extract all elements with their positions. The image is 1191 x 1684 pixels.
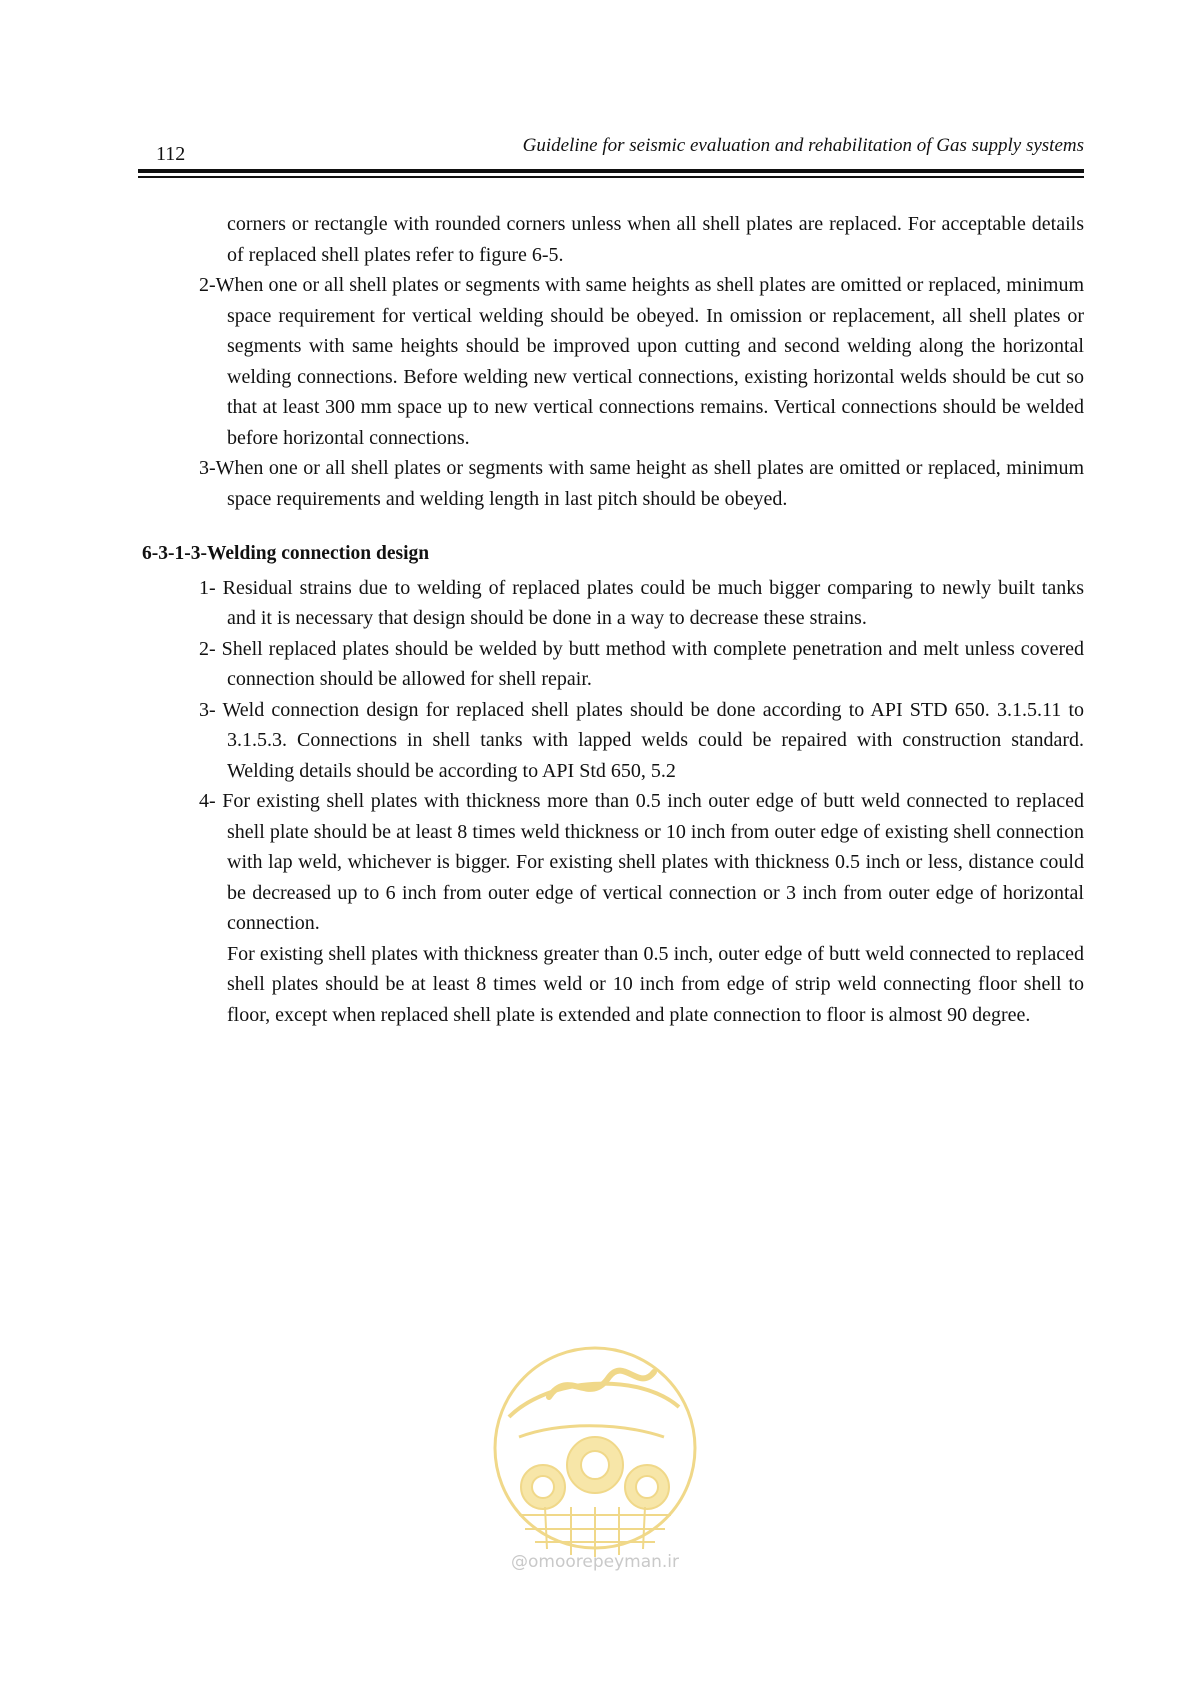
header-rule-thick [138,169,1084,173]
list-item: 1- Residual strains due to welding of replaced plates could be much bigger comparing to newly built tanks and it is necessary that design should be done in a way to decrease these strains. [199,576,1084,629]
list-item: 2- Shell replaced plates should be welded by butt method with complete penetration and melt unless covered connection should be allowed for shell repair. [199,637,1084,690]
section-heading: 6-3-1-3-Welding connection design [142,543,430,564]
page-number: 112 [156,143,186,165]
page-body [138,209,1084,1030]
continuation-paragraph: corners or rectangle with rounded corners unless when all shell plates are replaced. For acceptable details of replaced shell plates refer to figure 6-5. [227,213,1084,266]
closing-paragraph: For existing shell plates with thickness greater than 0.5 inch, outer edge of butt weld connected to replaced shell plates should be at least 8 times weld or 10 inch from edge of strip weld connecting floor shell to floor, except when replaced shell plate is extended and plate connection to floor is almost 90 degree. [227,942,1084,1026]
running-head: Guideline for seismic evaluation and rehabilitation of Gas supply systems [522,135,1084,156]
list-item: 4- For existing shell plates with thickness more than 0.5 inch outer edge of butt weld connected to replaced shell plate should be at least 8 times weld thickness or 10 inch from outer edge of existing shell connection with lap weld, whichever is bigger. For existing shell plates with thickness 0.5 inch or less, distance could be decreased up to 6 inch from outer edge of vertical connection or 3 inch from outer edge of horizontal connection. [199,790,1084,934]
list-item: 3-When one or all shell plates or segments with same height as shell plates are omitted or replaced, minimum space requirements and welding length in last pitch should be obeyed. [199,457,1084,510]
watermark-url: @omoorepeyman.ir [510,1552,680,1572]
header-rule-thin [138,176,1084,178]
list-item: 2-When one or all shell plates or segments with same heights as shell plates are omitted or replaced, minimum space requirement for vertical welding should be obeyed. In omission or replacement, all shell plates or segments with same heights should be improved upon cutting and second welding along the horizontal welding connections. Before welding new vertical connections, existing horizontal welds should be cut so that at least 300 mm space up to new vertical connections remains. Vertical connections should be welded before horizontal connections. [199,274,1084,449]
list-item: 3- Weld connection design for replaced shell plates should be done according to API STD 650. 3.1.5.11 to 3.1.5.3. Connections in shell tanks with lapped welds could be repaired with construction standard. Welding details should be according to API Std 650, 5.2 [199,698,1084,782]
watermark-logo [489,1337,701,1559]
